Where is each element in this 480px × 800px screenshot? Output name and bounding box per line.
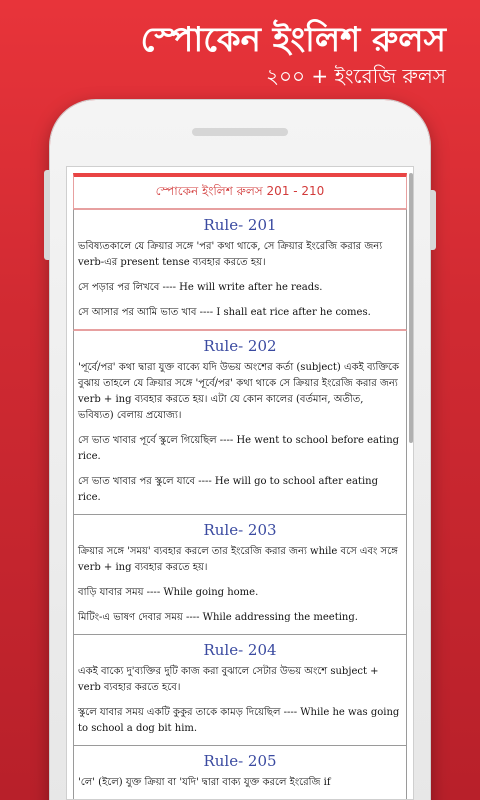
app-subtitle: ২০০ + ইংরেজি রুলস — [266, 64, 446, 88]
phone-side-button-right — [430, 190, 436, 250]
chapter-banner: স্পোকেন ইংলিশ রুলস 201 - 210 — [73, 173, 407, 209]
rule-title: Rule- 204 — [203, 641, 277, 659]
rule-card[interactable] — [73, 209, 407, 331]
rule-card[interactable] — [73, 515, 407, 635]
rule-title: Rule- 202 — [203, 337, 277, 355]
rule-example: স্কুলে যাবার সময় একটি কুকুর তাকে কামড় দিয়েছিল ---- While he was going to school a dog bit him. — [78, 707, 400, 734]
rule-example: সে পড়ার পর লিখবে ---- He will write after he reads. — [78, 282, 323, 293]
rule-title: Rule- 205 — [203, 752, 277, 770]
rule-description: ক্রিয়ার সঙ্গে 'সময়' ব্যবহার করলে তার ইংরেজি করার জন্য while বসে এবং সঙ্গে verb + ing ব্যবহার করতে হয়। — [78, 546, 398, 573]
rule-card[interactable] — [73, 331, 407, 515]
rule-description: 'লে' (ইলে) যুক্ত ক্রিয়া বা 'যদি' দ্বারা বাক্য যুক্ত করলে ইংরেজি if — [78, 777, 331, 788]
rule-card[interactable] — [73, 635, 407, 746]
rule-example: বাড়ি যাবার সময় ---- While going home. — [78, 587, 259, 598]
rule-example: মিটিং-এ ভাষণ দেবার সময় ---- While addressing the meeting. — [78, 612, 358, 623]
app-title: স্পোকেন ইংলিশ রুলস — [140, 20, 446, 60]
scrollbar[interactable] — [409, 173, 413, 443]
rule-description: 'পূর্বে/পর' কথা দ্বারা যুক্ত বাক্যে যদি উভয় অংশের কর্তা (subject) একই ব্যক্তিকে বুঝায় তাহলে যে ক্রিয়ার সঙ্গে 'পূর্বে/পর' কথা থাকে সে ক্রিয়ার ইংরেজি করার জন্য verb + ing ব্যবহার করতে হয়। এটা যে কোন কালের (বর্তমান, অতীত, ভবিষ্যত) বেলায় প্রযোজ্য। — [78, 362, 400, 421]
rule-example: সে আসার পর আমি ভাত খাব ---- I shall eat rice after he comes. — [78, 307, 371, 318]
rule-card[interactable] — [73, 746, 407, 800]
phone-side-button-left — [44, 170, 50, 260]
rule-description: ভবিষ্যতকালে যে ক্রিয়ার সঙ্গে 'পর' কথা থাকে, সে ক্রিয়ার ইংরেজি করার জন্য verb-এর present tense ব্যবহার করতে হয়। — [78, 241, 383, 268]
rule-example: সে ভাত খাবার পর স্কুলে যাবে ---- He will go to school after eating rice. — [78, 476, 378, 503]
rule-title: Rule- 201 — [203, 216, 277, 234]
rule-description: একই বাক্যে দু'ব্যক্তির দুটি কাজ করা বুঝালে সেটার উভয় অংশে subject + verb ব্যবহার করতে হবে। — [78, 666, 379, 693]
rule-title: Rule- 203 — [203, 521, 277, 539]
phone-speaker — [192, 128, 288, 136]
phone-screen[interactable] — [66, 166, 414, 800]
rule-example: সে ভাত খাবার পূর্বে স্কুলে গিয়েছিল ---- He went to school before eating rice. — [78, 435, 400, 462]
